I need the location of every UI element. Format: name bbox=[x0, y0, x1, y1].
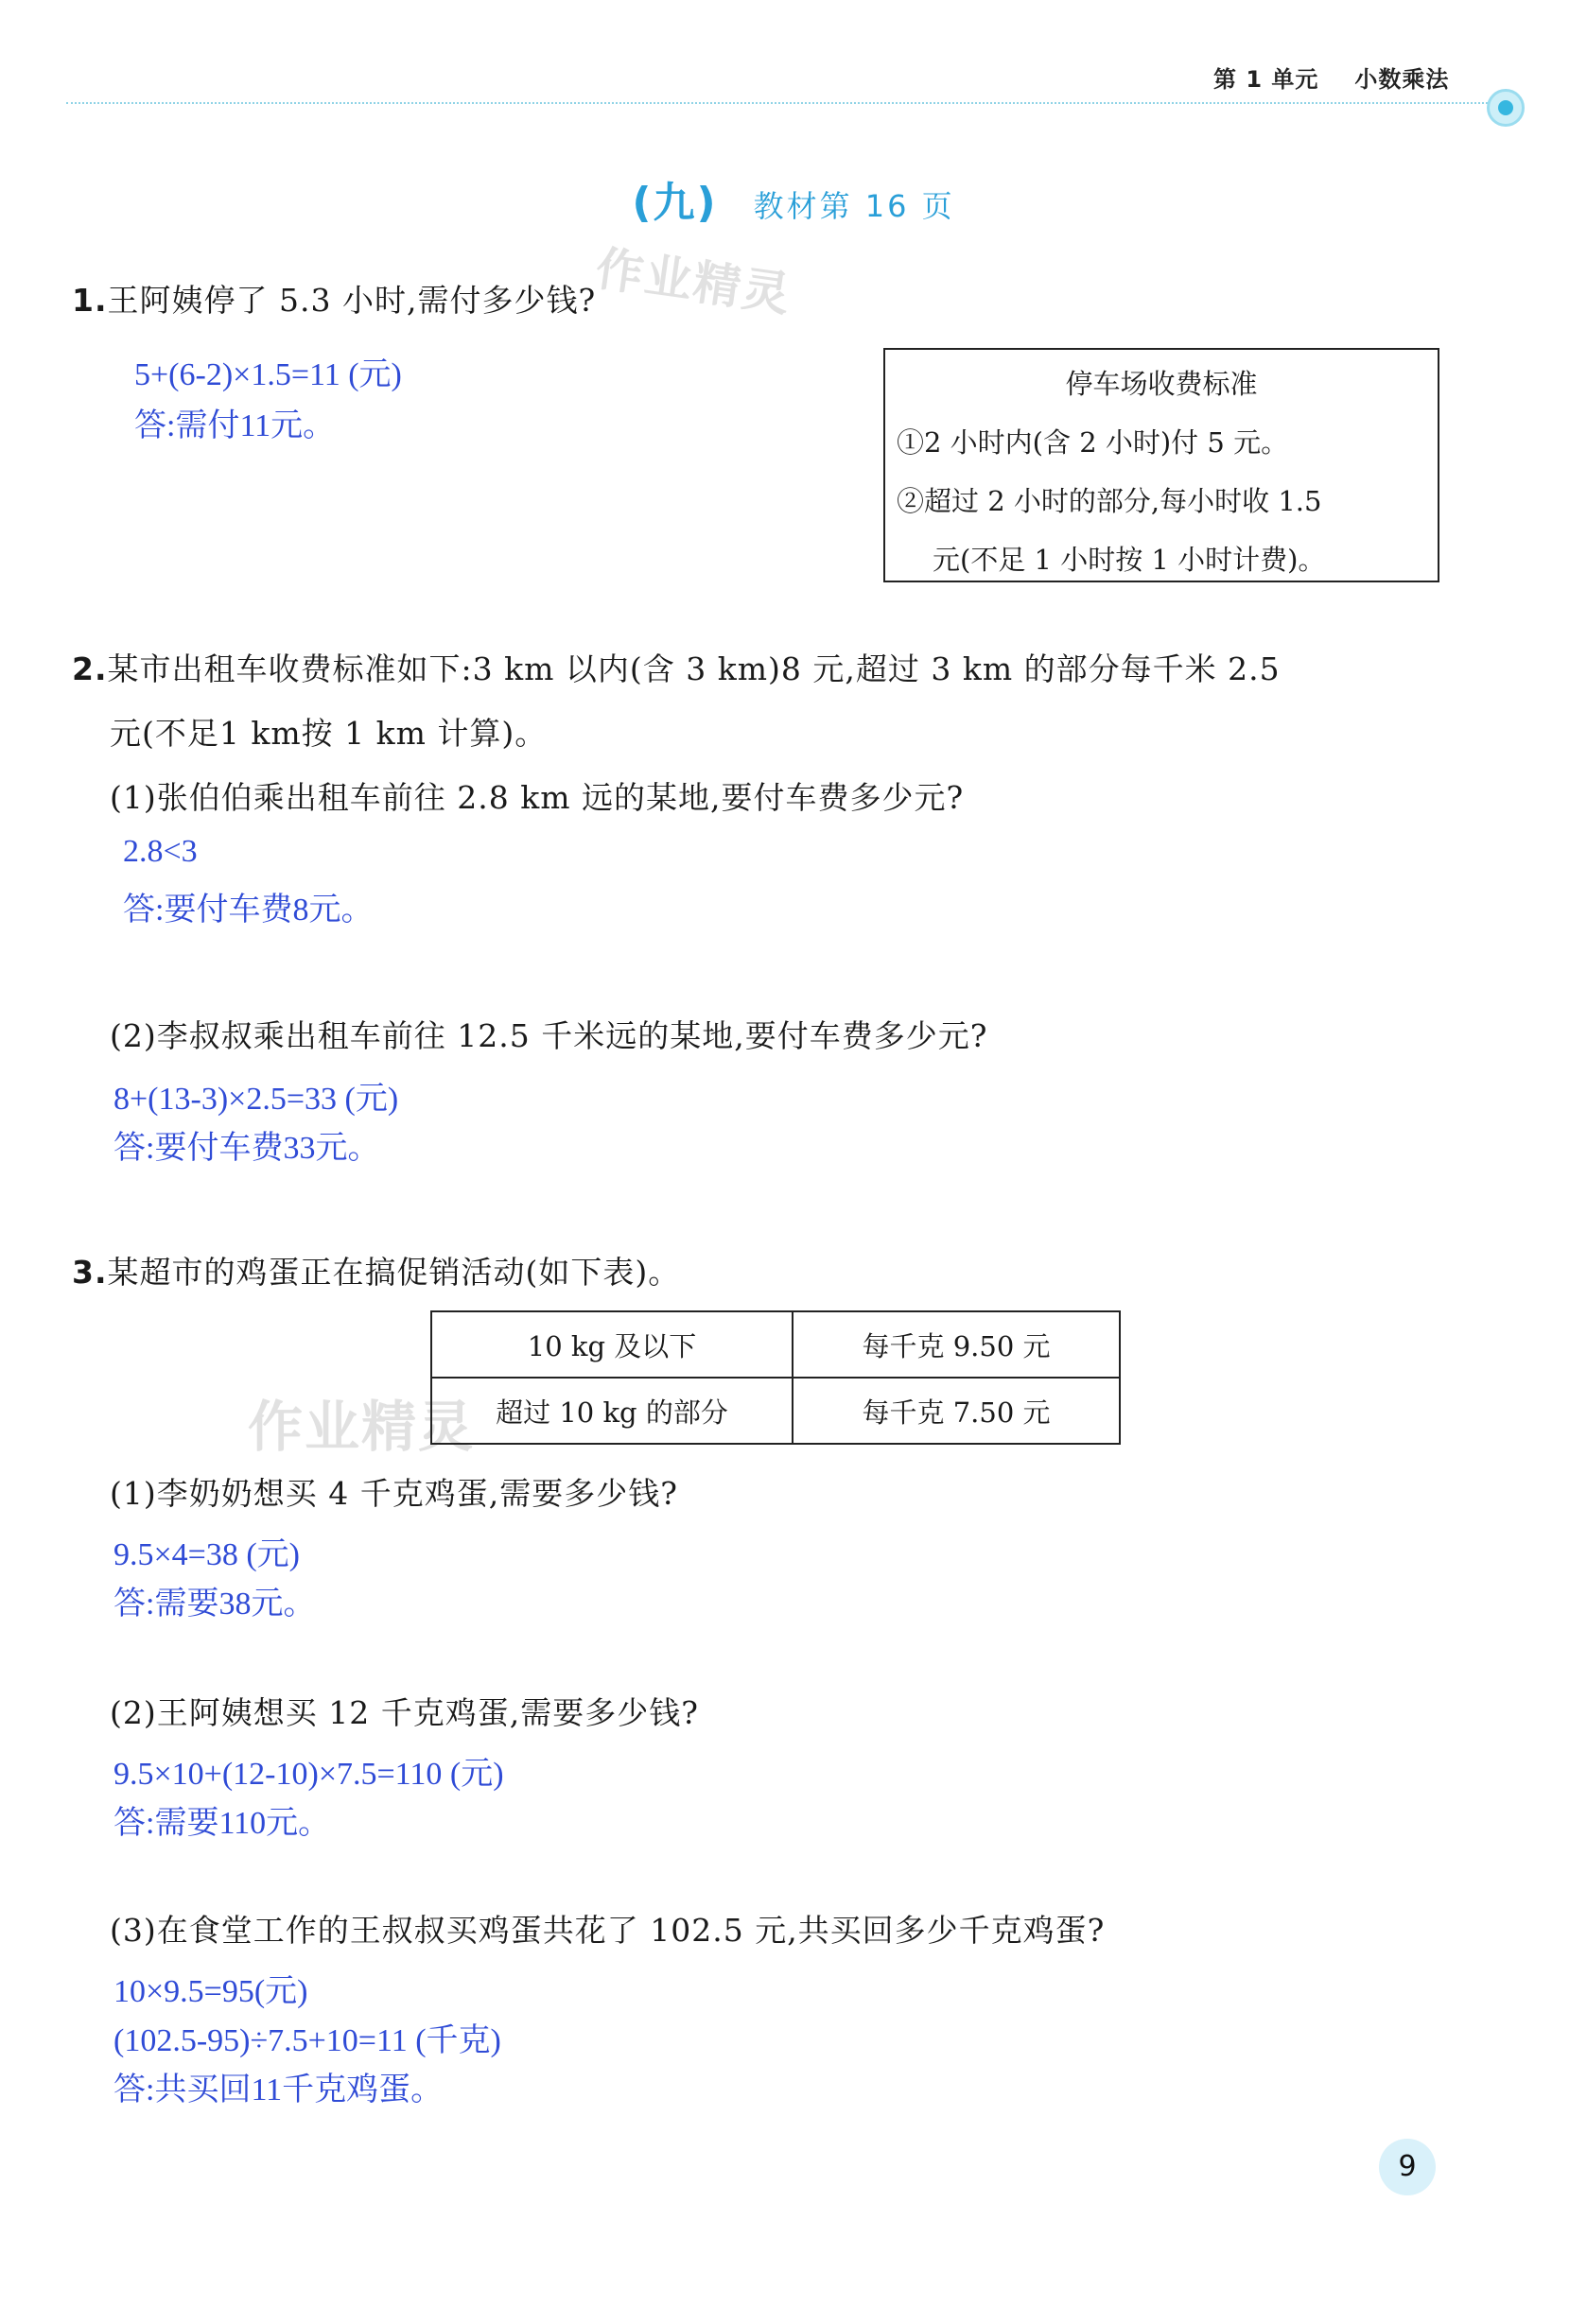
question-number: 2. bbox=[72, 650, 108, 687]
running-header bbox=[1213, 61, 1449, 94]
answer-line: 9.5×4=38 (元) bbox=[113, 1537, 300, 1572]
answer-line: 答:需要110元。 bbox=[113, 1806, 331, 1841]
table-cell: 每千克 7.50 元 bbox=[793, 1378, 1120, 1444]
table-cell: 超过 10 kg 的部分 bbox=[431, 1378, 793, 1444]
answer-line: 答:共买回11千克鸡蛋。 bbox=[113, 2073, 444, 2107]
parking-fee-standard-box bbox=[883, 348, 1439, 582]
question-text: 某超市的鸡蛋正在搞促销活动(如下表)。 bbox=[107, 1254, 681, 1291]
answer-line: 5+(6-2)×1.5=11 (元) bbox=[134, 357, 402, 392]
textbook-reference: 教材第 16 页 bbox=[753, 188, 955, 224]
answer-line: 答:要付车费8元。 bbox=[123, 893, 374, 928]
sub-question: (1)张伯伯乘出租车前往 2.8 km 远的某地,要付车费多少元? bbox=[110, 779, 965, 816]
question-number: 1. bbox=[72, 282, 108, 319]
answer-line: 8+(13-3)×2.5=33 (元) bbox=[113, 1082, 399, 1117]
header-rule bbox=[66, 102, 1499, 104]
page-number: 9 bbox=[1398, 2150, 1417, 2183]
answer-line: 答:要付车费33元。 bbox=[113, 1131, 380, 1166]
table-row bbox=[431, 1378, 1120, 1444]
question-text-cont: 元(不足1 km按 1 km 计算)。 bbox=[110, 715, 548, 752]
question-number: 3. bbox=[72, 1254, 108, 1291]
answer-line: 答:需要38元。 bbox=[113, 1587, 316, 1622]
page-number-badge bbox=[1379, 2139, 1436, 2195]
question-1 bbox=[72, 276, 596, 321]
table-cell: 每千克 9.50 元 bbox=[793, 1311, 1120, 1378]
answer-line: 9.5×10+(12-10)×7.5=110 (元) bbox=[113, 1757, 504, 1792]
watermark: 作业精灵 bbox=[248, 1395, 476, 1459]
answer-line: 2.8<3 bbox=[123, 834, 198, 869]
sub-question: (2)李叔叔乘出租车前往 12.5 千米远的某地,要付车费多少元? bbox=[110, 1017, 988, 1054]
question-text: 某市出租车收费标准如下:3 km 以内(含 3 km)8 元,超过 3 km 的部分每千米 2.5 bbox=[107, 650, 1281, 687]
section-number: (九) bbox=[632, 179, 718, 227]
sub-question: (2)王阿姨想买 12 千克鸡蛋,需要多少钱? bbox=[110, 1694, 699, 1731]
question-text: 王阿姨停了 5.3 小时,需付多少钱? bbox=[107, 282, 597, 319]
answer-line: 10×9.5=95(元) bbox=[113, 1974, 308, 2009]
section-title bbox=[0, 168, 1587, 229]
answer-line: (102.5-95)÷7.5+10=11 (千克) bbox=[113, 2023, 501, 2058]
sub-question: (1)李奶奶想买 4 千克鸡蛋,需要多少钱? bbox=[110, 1475, 678, 1512]
watermark: 作业精灵 bbox=[592, 240, 795, 323]
table-cell: 10 kg 及以下 bbox=[431, 1311, 793, 1378]
answer-line: 答:需付11元。 bbox=[134, 408, 336, 443]
question-3 bbox=[72, 1248, 680, 1292]
sub-question: (3)在食堂工作的王叔叔买鸡蛋共花了 102.5 元,共买回多少千克鸡蛋? bbox=[110, 1912, 1106, 1949]
topic-label: 小数乘法 bbox=[1354, 66, 1450, 93]
box-rule-2-cont: 元(不足 1 小时按 1 小时计费)。 bbox=[933, 544, 1326, 576]
egg-price-table bbox=[430, 1310, 1121, 1445]
question-2 bbox=[72, 645, 1281, 689]
box-rule-2: ②超过 2 小时的部分,每小时收 1.5 bbox=[897, 485, 1322, 517]
box-title: 停车场收费标准 bbox=[1065, 368, 1258, 400]
unit-label: 第 1 单元 bbox=[1213, 66, 1319, 93]
table-row bbox=[431, 1311, 1120, 1378]
header-dot-icon bbox=[1487, 89, 1525, 127]
box-rule-1: ①2 小时内(含 2 小时)付 5 元。 bbox=[897, 426, 1289, 459]
